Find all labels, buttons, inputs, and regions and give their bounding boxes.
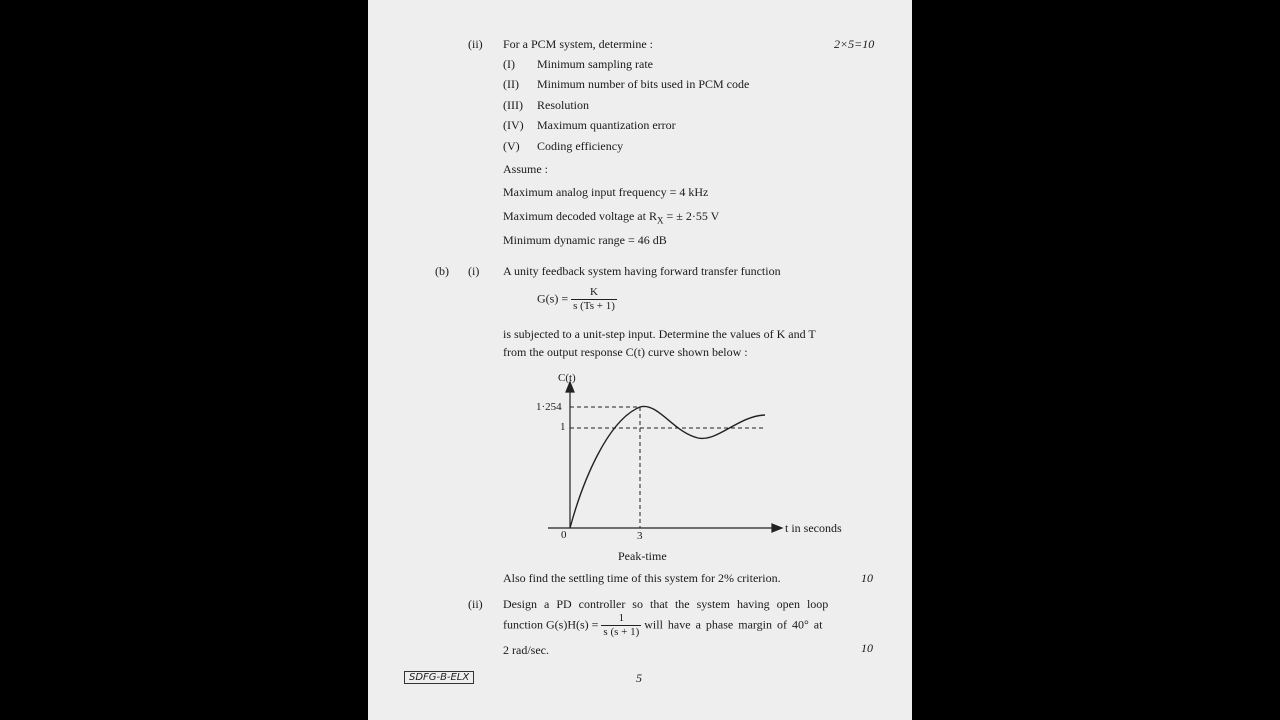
item-num: (V) (503, 139, 520, 153)
item-text: Minimum sampling rate (537, 57, 653, 71)
question-text: from the output response C(t) curve shown below : (503, 345, 748, 359)
question-text: For a PCM system, determine : (503, 37, 653, 51)
item-text: Resolution (537, 98, 590, 112)
question-number: (ii) (468, 37, 483, 51)
item-num: (IV) (503, 118, 524, 132)
marks: 2×5=10 (834, 37, 875, 51)
question-text: 2 rad/sec. (503, 643, 549, 657)
eq-numerator: 1 (601, 612, 641, 626)
eq-denominator: s (s + 1) (603, 626, 640, 638)
eq-denominator: s (Ts + 1) (573, 300, 615, 312)
page-number: 5 (636, 671, 642, 685)
y-tick-label: 1 (560, 421, 566, 433)
item-num: (II) (503, 77, 519, 91)
item-num: (I) (503, 57, 515, 71)
exam-page (368, 0, 912, 720)
assumption: Minimum dynamic range = 46 dB (503, 233, 667, 247)
text: function G(s)H(s) = (503, 617, 599, 632)
question-text (503, 612, 822, 639)
assumption-text: Maximum decoded voltage at R (503, 209, 657, 223)
subscript: X (656, 215, 664, 226)
x-axis-arrow (772, 524, 782, 532)
question-number: (ii) (468, 597, 483, 611)
marks: 10 (861, 571, 873, 585)
graph-caption: Peak-time (618, 549, 667, 563)
assume-label: Assume : (503, 162, 548, 176)
x-tick-label: 3 (637, 530, 643, 542)
item-num: (III) (503, 98, 523, 112)
question-number: (i) (468, 264, 480, 278)
question-text: Also find the settling time of this system for 2% criterion. (503, 571, 781, 585)
question-text: A unity feedback system having forward transfer function (503, 264, 781, 278)
item-text: Coding efficiency (537, 139, 624, 153)
y-axis-label: C(t) (558, 372, 576, 384)
assumption-value: = ± 2·55 V (663, 209, 720, 223)
item-text: Maximum quantization error (537, 118, 676, 132)
eq-lhs: G(s) = (537, 291, 569, 306)
item-text: Minimum number of bits used in PCM code (537, 77, 750, 91)
response-curve (570, 406, 765, 528)
part-label: (b) (435, 264, 449, 278)
text: will have a phase margin of 40° at (644, 617, 823, 632)
marks: 10 (861, 641, 873, 655)
question-text: is subjected to a unit-step input. Determine the values of K and T (503, 327, 816, 341)
y-tick-label: 1·254 (536, 401, 562, 413)
assumption: Maximum analog input frequency = 4 kHz (503, 185, 709, 199)
x-axis-label: t in seconds (785, 521, 842, 535)
question-text: Design a PD controller so that the system having open loop (503, 597, 829, 611)
paper-code: SDFG-B-ELX (404, 671, 474, 684)
origin-label: 0 (561, 529, 567, 541)
eq-numerator: K (571, 286, 617, 300)
